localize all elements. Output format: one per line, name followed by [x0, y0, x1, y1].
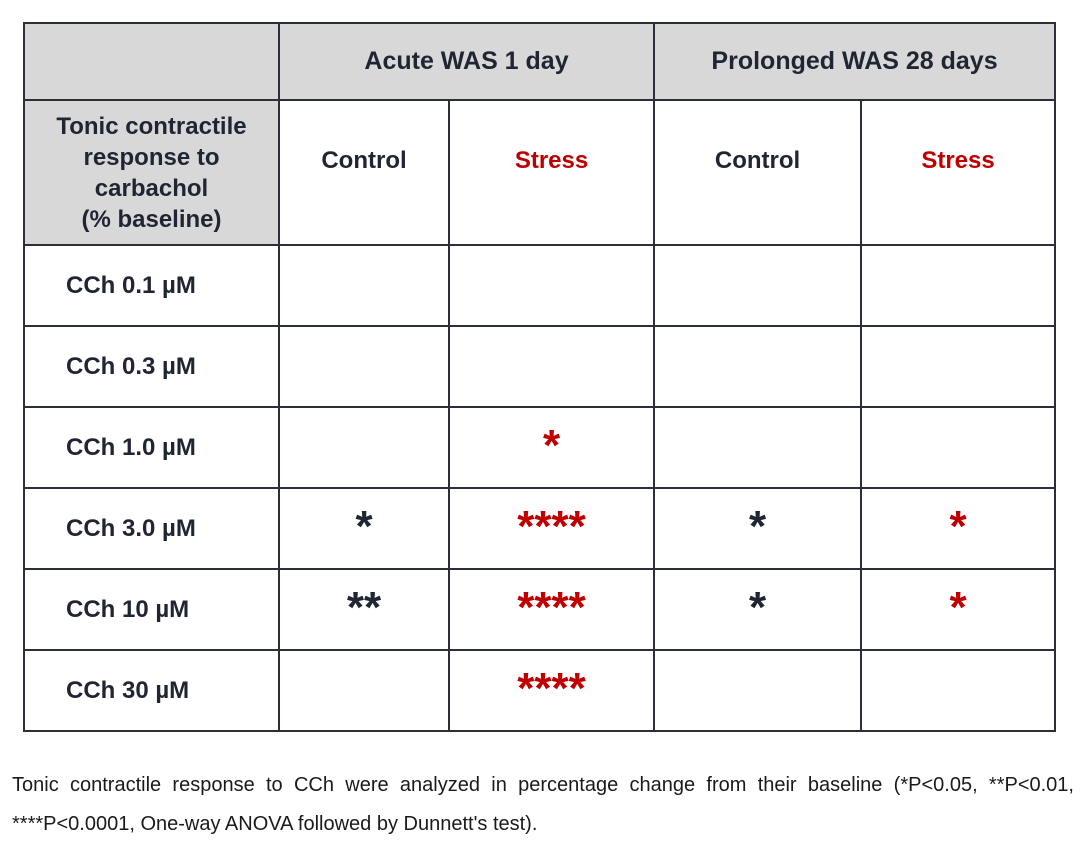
column-header-label: Control [321, 147, 407, 174]
significance-cell [279, 569, 449, 650]
significance-cell [654, 245, 861, 326]
column-header-label: Stress [514, 147, 589, 174]
significance-mark: * [748, 582, 767, 632]
significance-cell [654, 326, 861, 407]
corner-label-line: Tonic contractile [56, 112, 247, 140]
corner-label-line: response to [83, 143, 220, 171]
significance-mark: **** [517, 582, 586, 632]
column-header-label: Stress [921, 147, 995, 174]
significance-cell [654, 569, 861, 650]
table-subheader-row [24, 100, 1055, 245]
significance-cell [654, 650, 861, 731]
significance-cell [279, 326, 449, 407]
significance-mark: * [542, 420, 561, 470]
significance-mark: * [748, 501, 767, 551]
significance-cell [279, 245, 449, 326]
row-label-cch-1-0: CCh 1.0 µM [24, 407, 279, 488]
column-header-acute-stress [449, 100, 654, 245]
significance-cell [449, 650, 654, 731]
corner-label-cell [24, 100, 279, 245]
table-row [24, 488, 1055, 569]
significance-mark: **** [517, 663, 586, 713]
table-row [24, 326, 1055, 407]
table-row [24, 569, 1055, 650]
table-row [24, 245, 1055, 326]
significance-cell [449, 488, 654, 569]
significance-cell [861, 407, 1055, 488]
significance-table [23, 22, 1056, 732]
significance-mark: * [949, 582, 967, 632]
significance-cell [279, 650, 449, 731]
table-caption: Tonic contractile response to CCh were analyzed in percentage change from their baseline (*P<0.05, **P<0.01, ****P<0.0001, One-way ANOVA followed by Dunnett's test). [12, 774, 1074, 835]
significance-mark: **** [517, 501, 586, 551]
significance-cell [861, 650, 1055, 731]
significance-cell [861, 326, 1055, 407]
significance-cell [279, 488, 449, 569]
row-label-cch-0-1: CCh 0.1 µM [24, 245, 279, 326]
row-label-cch-10: CCh 10 µM [24, 569, 279, 650]
column-header-prolonged-control [654, 100, 861, 245]
column-header-label: Control [714, 147, 801, 174]
significance-cell [861, 488, 1055, 569]
significance-cell [449, 245, 654, 326]
row-label-cch-0-3: CCh 0.3 µM [24, 326, 279, 407]
column-header-acute-control [279, 100, 449, 245]
group-header-prolonged: Prolonged WAS 28 days [654, 23, 1055, 100]
significance-cell [654, 488, 861, 569]
corner-blank-cell [24, 23, 279, 100]
significance-mark: * [949, 501, 967, 551]
significance-cell [654, 407, 861, 488]
significance-cell [449, 569, 654, 650]
significance-cell [861, 245, 1055, 326]
significance-mark: ** [346, 582, 382, 632]
column-header-prolonged-stress [861, 100, 1055, 245]
table-header-row [24, 23, 1055, 100]
table-row [24, 407, 1055, 488]
significance-mark: * [355, 501, 373, 551]
table-row [24, 650, 1055, 731]
significance-cell [449, 326, 654, 407]
corner-label-line: (% baseline) [81, 205, 222, 233]
corner-label-line: carbachol [94, 174, 209, 202]
row-label-cch-3-0: CCh 3.0 µM [24, 488, 279, 569]
significance-cell [861, 569, 1055, 650]
group-header-acute: Acute WAS 1 day [279, 23, 654, 100]
significance-cell [449, 407, 654, 488]
row-label-cch-30: CCh 30 µM [24, 650, 279, 731]
significance-cell [279, 407, 449, 488]
